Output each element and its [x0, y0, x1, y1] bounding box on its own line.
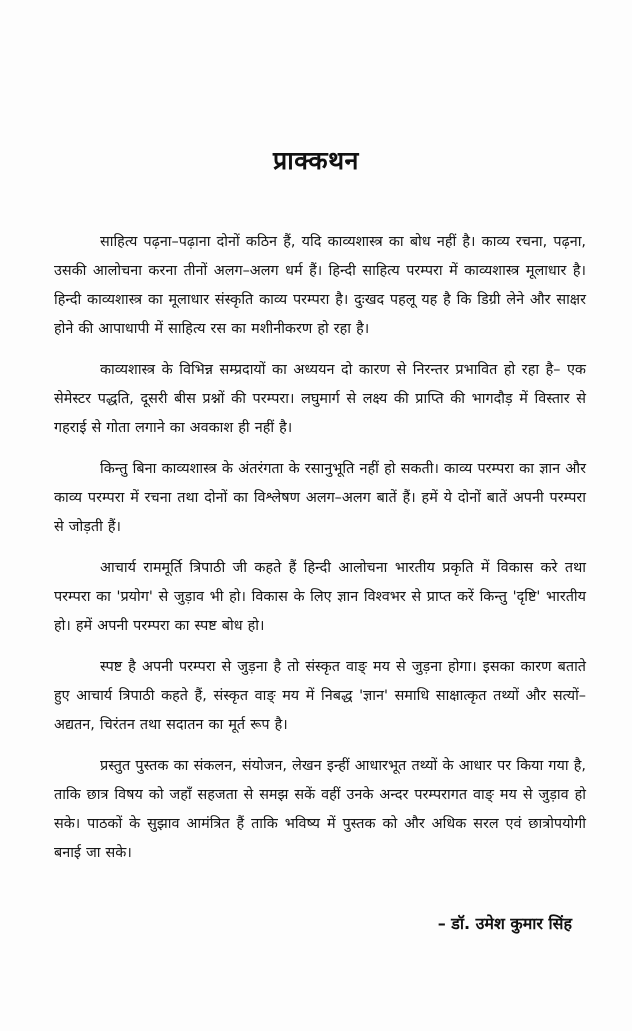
page-title: प्राक्कथन [273, 146, 359, 175]
paragraph-1: साहित्य पढ़ना–पढ़ाना दोनों कठिन हैं, यदि काव्यशास्त्र का बोध नहीं है। काव्य रचना, पढ़ना, उसकी आलोचना करना तीनों अलग–अलग धर्म हैं। हिन्दी साहित्य परम्परा में काव्यशास्त्र मूलाधार है। हिन्दी काव्यशास्त्र का मूलाधार संस्कृति काव्य परम्परा है। दुःखद पहलू यह है कि डिग्री लेने और साक्षर होने की आपाधापी में साहित्य रस का मशीनीकरण हो रहा है। [54, 234, 586, 337]
paragraph-6: प्रस्तुत पुस्तक का संकलन, संयोजन, लेखन इन्हीं आधारभूत तथ्यों के आधार पर किया गया है, ताकि छात्र विषय को जहाँ सहजता से समझ सकें वहीं उनके अन्दर परम्परागत वाङ् मय से जुड़ाव हो सके। पाठकों के सुझाव आमंत्रित हैं ताकि भविष्य में पुस्तक को और अधिक सरल एवं छात्रोपयोगी बनाई जा सके। [54, 758, 586, 861]
paragraph-2: काव्यशास्त्र के विभिन्न सम्प्रदायों का अध्ययन दो कारण से निरन्तर प्रभावित हो रहा है– एक सेमेस्टर पद्धति, दूसरी बीस प्रश्नों की परम्परा। लघुमार्ग से लक्ष्य की प्राप्ति की भागदौड़ में विस्तार से गहराई से गोता लगाने का अवकाश ही नहीं है। [54, 362, 586, 436]
paragraph-3: किन्तु बिना काव्यशास्त्र के अंतरंगता के रसानुभूति नहीं हो सकती। काव्य परम्परा का ज्ञान और काव्य परम्परा में रचना तथा दोनों का विश्लेषण अलग–अलग बातें हैं। हमें ये दोनों बातें अपनी परम्परा से जोड़ती हैं। [54, 461, 586, 535]
preface-body [54, 228, 586, 880]
paragraph-5: स्पष्ट है अपनी परम्परा से जुड़ना है तो संस्कृत वाङ् मय से जुड़ना होगा। इसका कारण बताते हुए आचार्य त्रिपाठी कहते हैं, संस्कृत वाङ् मय में निबद्ध 'ज्ञान' समाधि साक्षात्कृत तथ्यों और सत्यों– अद्यतन, चिरंतन तथा सदातन का मूर्त रूप है। [54, 659, 586, 733]
author-signature: – डॉ. उमेश कुमार सिंह [437, 914, 572, 933]
paragraph-4: आचार्य राममूर्ति त्रिपाठी जी कहते हैं हिन्दी आलोचना भारतीय प्रकृति में विकास करे तथा परम्परा का 'प्रयोग' से जुड़ाव भी हो। विकास के लिए ज्ञान विश्वभर से प्राप्त करें किन्तु 'दृष्टि' भारतीय हो। हमें अपनी परम्परा का स्पष्ट बोध हो। [54, 560, 586, 634]
